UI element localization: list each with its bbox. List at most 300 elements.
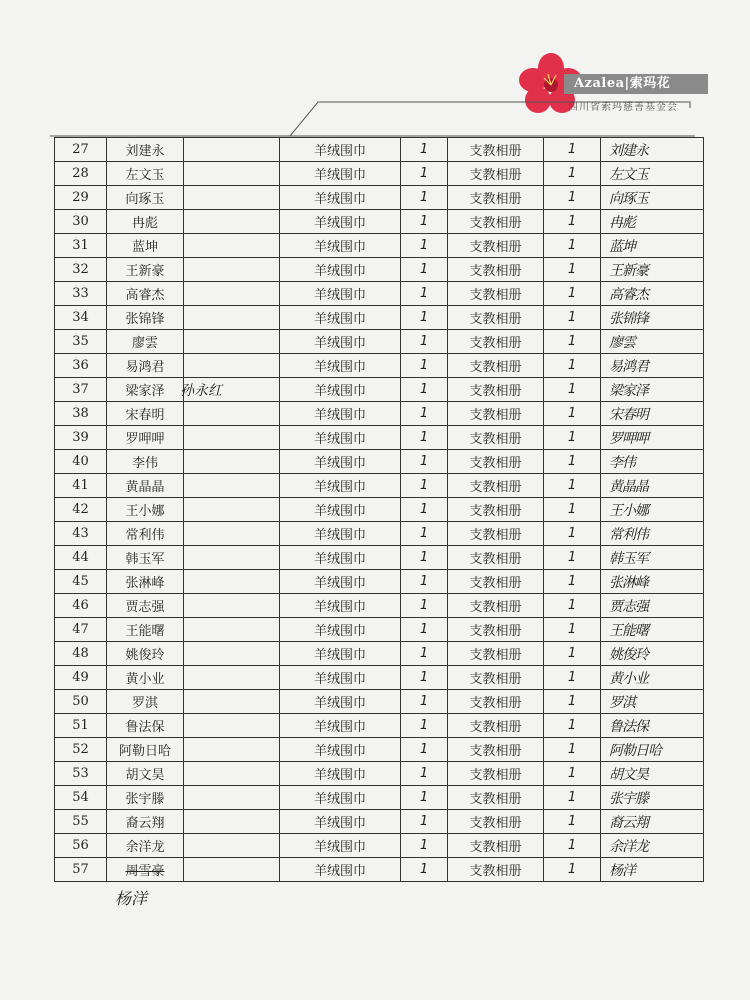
item-album-text: 支教相册 — [469, 168, 522, 183]
row-number — [55, 450, 107, 474]
item-scarf-text: 羊绒围巾 — [313, 840, 366, 855]
signature — [601, 786, 704, 810]
item-album — [448, 162, 544, 186]
signature — [601, 474, 704, 498]
item-album-text: 支教相册 — [469, 792, 522, 807]
item-scarf-text: 羊绒围巾 — [313, 168, 366, 183]
quantity-mark: 1 — [419, 238, 429, 253]
quantity-mark: 1 — [419, 718, 429, 733]
signature — [601, 690, 704, 714]
blank-cell — [184, 498, 280, 522]
blank-cell — [184, 522, 280, 546]
table-row — [55, 618, 704, 642]
signature — [601, 498, 704, 522]
item-album-text: 支教相册 — [469, 216, 522, 231]
quantity-mark: 1 — [567, 286, 577, 301]
item-scarf-text: 羊绒围巾 — [313, 792, 366, 807]
row-number — [55, 402, 107, 426]
qty-album — [544, 450, 601, 474]
signature — [601, 210, 704, 234]
qty-album — [544, 834, 601, 858]
item-scarf-text: 羊绒围巾 — [313, 504, 366, 519]
quantity-mark: 1 — [419, 358, 429, 373]
recipient-name-text: 刘建永 — [125, 144, 165, 159]
item-album-text: 支教相册 — [469, 336, 522, 351]
qty-scarf — [401, 258, 448, 282]
qty-scarf — [401, 786, 448, 810]
qty-scarf — [401, 498, 448, 522]
quantity-mark: 1 — [567, 142, 577, 157]
recipient-name-text: 黄小业 — [125, 672, 165, 687]
quantity-mark: 1 — [567, 502, 577, 517]
row-number-text: 29 — [72, 190, 89, 205]
recipient-name — [107, 618, 184, 642]
recipient-name — [107, 210, 184, 234]
item-album-text: 支教相册 — [469, 768, 522, 783]
blank-cell — [184, 738, 280, 762]
table-row — [55, 282, 704, 306]
recipient-name-text: 易鸿君 — [125, 360, 165, 375]
handwritten-signature: 廖雲 — [609, 335, 635, 351]
quantity-mark: 1 — [419, 862, 429, 877]
signature — [601, 594, 704, 618]
item-album — [448, 690, 544, 714]
item-album-text: 支教相册 — [469, 552, 522, 567]
blank-cell — [184, 282, 280, 306]
signature — [601, 546, 704, 570]
table-row — [55, 594, 704, 618]
recipient-name — [107, 354, 184, 378]
handwritten-signature: 裔云翔 — [609, 815, 648, 831]
table-row — [55, 330, 704, 354]
quantity-mark: 1 — [419, 406, 429, 421]
recipient-name — [107, 330, 184, 354]
row-number-text: 35 — [72, 334, 89, 349]
recipient-name — [107, 378, 184, 402]
handwritten-signature: 冉彪 — [609, 215, 635, 231]
item-scarf — [280, 186, 401, 210]
qty-album — [544, 378, 601, 402]
item-scarf-text: 羊绒围巾 — [313, 360, 366, 375]
recipient-name-text: 罗淇 — [131, 696, 158, 711]
qty-album — [544, 474, 601, 498]
item-album-text: 支教相册 — [469, 576, 522, 591]
qty-scarf — [401, 642, 448, 666]
quantity-mark: 1 — [567, 598, 577, 613]
item-scarf-text: 羊绒围巾 — [313, 384, 366, 399]
quantity-mark: 1 — [419, 838, 429, 853]
qty-scarf — [401, 834, 448, 858]
row-number-text: 44 — [72, 550, 89, 565]
row-number-text: 27 — [72, 142, 89, 157]
item-album — [448, 282, 544, 306]
handwritten-signature: 王小娜 — [609, 503, 648, 519]
table-row — [55, 258, 704, 282]
recipient-name-text: 常利伟 — [125, 528, 165, 543]
row-number — [55, 258, 107, 282]
item-album — [448, 378, 544, 402]
handwritten-signature: 罗淇 — [609, 695, 635, 711]
quantity-mark: 1 — [419, 166, 429, 181]
qty-album — [544, 186, 601, 210]
blank-cell — [184, 858, 280, 882]
quantity-mark: 1 — [419, 694, 429, 709]
item-album-text: 支教相册 — [469, 192, 522, 207]
handwritten-signature: 李伟 — [609, 455, 635, 471]
quantity-mark: 1 — [567, 166, 577, 181]
item-album-text: 支教相册 — [469, 360, 522, 375]
qty-scarf — [401, 210, 448, 234]
item-scarf-text: 羊绒围巾 — [313, 456, 366, 471]
blank-cell — [184, 426, 280, 450]
handwritten-signature: 张锦锋 — [609, 311, 648, 327]
recipient-name-text: 向琢玉 — [125, 192, 165, 207]
row-number — [55, 594, 107, 618]
signature — [601, 858, 704, 882]
recipient-name — [107, 186, 184, 210]
item-scarf-text: 羊绒围巾 — [313, 768, 366, 783]
row-number-text: 33 — [72, 286, 89, 301]
row-number-text: 39 — [72, 430, 89, 445]
blank-cell — [184, 306, 280, 330]
table-row — [55, 666, 704, 690]
recipient-name-text: 罗呷呷 — [125, 432, 165, 447]
item-album — [448, 738, 544, 762]
item-scarf — [280, 162, 401, 186]
row-number-text: 54 — [72, 790, 89, 805]
recipient-name — [107, 834, 184, 858]
row-number — [55, 618, 107, 642]
recipient-name — [107, 234, 184, 258]
item-scarf-text: 羊绒围巾 — [313, 336, 366, 351]
item-scarf-text: 羊绒围巾 — [313, 552, 366, 567]
foundation-name: 四川省索玛慈善基金会 — [568, 102, 678, 113]
blank-cell — [184, 402, 280, 426]
item-album-text: 支教相册 — [469, 648, 522, 663]
item-album-text: 支教相册 — [469, 408, 522, 423]
table-row — [55, 402, 704, 426]
qty-album — [544, 330, 601, 354]
item-album — [448, 186, 544, 210]
recipient-name-text: 周雪豪 — [125, 864, 165, 879]
item-scarf — [280, 666, 401, 690]
item-album-text: 支教相册 — [469, 744, 522, 759]
item-scarf — [280, 522, 401, 546]
qty-scarf — [401, 738, 448, 762]
qty-album — [544, 522, 601, 546]
row-number — [55, 714, 107, 738]
qty-album — [544, 570, 601, 594]
qty-scarf — [401, 354, 448, 378]
table-row — [55, 834, 704, 858]
signature — [601, 450, 704, 474]
item-scarf — [280, 450, 401, 474]
recipient-name — [107, 498, 184, 522]
row-number-text: 56 — [72, 838, 89, 853]
quantity-mark: 1 — [567, 214, 577, 229]
quantity-mark: 1 — [419, 574, 429, 589]
qty-album — [544, 738, 601, 762]
item-scarf — [280, 210, 401, 234]
item-album-text: 支教相册 — [469, 240, 522, 255]
signature — [601, 378, 704, 402]
item-scarf-text: 羊绒围巾 — [313, 288, 366, 303]
quantity-mark: 1 — [567, 454, 577, 469]
recipient-name-text: 宋春明 — [125, 408, 165, 423]
row-number-text: 34 — [72, 310, 89, 325]
table-row — [55, 738, 704, 762]
qty-scarf — [401, 858, 448, 882]
item-scarf — [280, 810, 401, 834]
item-scarf — [280, 762, 401, 786]
item-album — [448, 234, 544, 258]
blank-cell — [184, 810, 280, 834]
blank-cell — [184, 786, 280, 810]
quantity-mark: 1 — [419, 142, 429, 157]
quantity-mark: 1 — [419, 286, 429, 301]
qty-album — [544, 258, 601, 282]
item-scarf — [280, 234, 401, 258]
handwritten-signature: 胡文昊 — [609, 767, 648, 783]
qty-scarf — [401, 234, 448, 258]
table-row — [55, 642, 704, 666]
blank-cell — [184, 210, 280, 234]
quantity-mark: 1 — [419, 190, 429, 205]
recipient-name — [107, 786, 184, 810]
item-scarf — [280, 546, 401, 570]
item-scarf-text: 羊绒围巾 — [313, 480, 366, 495]
recipient-name — [107, 594, 184, 618]
table-row — [55, 810, 704, 834]
blank-cell — [184, 618, 280, 642]
table-row — [55, 474, 704, 498]
row-number — [55, 186, 107, 210]
item-album-text: 支教相册 — [469, 840, 522, 855]
row-number — [55, 210, 107, 234]
qty-scarf — [401, 330, 448, 354]
row-number — [55, 762, 107, 786]
qty-album — [544, 618, 601, 642]
qty-scarf — [401, 402, 448, 426]
quantity-mark: 1 — [419, 526, 429, 541]
quantity-mark: 1 — [567, 358, 577, 373]
recipient-name — [107, 522, 184, 546]
signature — [601, 138, 704, 162]
row-number-text: 48 — [72, 646, 89, 661]
quantity-mark: 1 — [419, 766, 429, 781]
handwritten-signature: 鲁法保 — [609, 719, 648, 735]
item-album — [448, 714, 544, 738]
recipient-name-text: 裔云翔 — [125, 816, 165, 831]
signature — [601, 642, 704, 666]
quantity-mark: 1 — [567, 622, 577, 637]
item-album — [448, 786, 544, 810]
signature — [601, 762, 704, 786]
recipient-name — [107, 162, 184, 186]
recipient-name-text: 余洋龙 — [125, 840, 165, 855]
row-number — [55, 570, 107, 594]
qty-scarf — [401, 162, 448, 186]
item-album-text: 支教相册 — [469, 384, 522, 399]
table-row — [55, 498, 704, 522]
item-scarf-text: 羊绒围巾 — [313, 216, 366, 231]
qty-album — [544, 546, 601, 570]
qty-album — [544, 138, 601, 162]
signature — [601, 186, 704, 210]
blank-cell — [184, 450, 280, 474]
row37-extra-signature: 孙永红 — [180, 383, 222, 399]
handwritten-signature: 张淋峰 — [609, 575, 648, 591]
quantity-mark: 1 — [567, 670, 577, 685]
item-album-text: 支教相册 — [469, 720, 522, 735]
recipient-name-text: 廖雲 — [131, 336, 158, 351]
quantity-mark: 1 — [419, 454, 429, 469]
row-number-text: 50 — [72, 694, 89, 709]
qty-scarf — [401, 666, 448, 690]
qty-scarf — [401, 426, 448, 450]
qty-album — [544, 306, 601, 330]
header-divider — [0, 90, 750, 140]
recipient-table — [54, 137, 695, 882]
recipient-name — [107, 570, 184, 594]
quantity-mark: 1 — [419, 430, 429, 445]
item-album-text: 支教相册 — [469, 528, 522, 543]
qty-scarf — [401, 570, 448, 594]
table-row — [55, 690, 704, 714]
quantity-mark: 1 — [567, 526, 577, 541]
quantity-mark: 1 — [567, 790, 577, 805]
row-number-text: 36 — [72, 358, 89, 373]
quantity-mark: 1 — [567, 694, 577, 709]
row-number — [55, 858, 107, 882]
table-row — [55, 522, 704, 546]
table-row — [55, 762, 704, 786]
qty-album — [544, 642, 601, 666]
item-scarf-text: 羊绒围巾 — [313, 528, 366, 543]
recipient-name-text: 张淋峰 — [125, 576, 165, 591]
quantity-mark: 1 — [567, 310, 577, 325]
table-row — [55, 138, 704, 162]
blank-cell — [184, 186, 280, 210]
recipient-name — [107, 450, 184, 474]
qty-scarf — [401, 282, 448, 306]
recipient-name-text: 贾志强 — [125, 600, 165, 615]
item-scarf-text: 羊绒围巾 — [313, 720, 366, 735]
row-number — [55, 690, 107, 714]
row-number — [55, 786, 107, 810]
item-album-text: 支教相册 — [469, 264, 522, 279]
row-number-text: 53 — [72, 766, 89, 781]
row-number-text: 49 — [72, 670, 89, 685]
item-scarf-text: 羊绒围巾 — [313, 312, 366, 327]
qty-album — [544, 810, 601, 834]
item-album — [448, 258, 544, 282]
signature — [601, 714, 704, 738]
item-scarf-text: 羊绒围巾 — [313, 816, 366, 831]
qty-scarf — [401, 714, 448, 738]
signature — [601, 618, 704, 642]
qty-scarf — [401, 306, 448, 330]
qty-album — [544, 666, 601, 690]
recipient-name — [107, 474, 184, 498]
item-scarf — [280, 474, 401, 498]
handwritten-signature: 王能曙 — [609, 623, 648, 639]
quantity-mark: 1 — [419, 382, 429, 397]
quantity-mark: 1 — [419, 622, 429, 637]
qty-scarf — [401, 810, 448, 834]
row-number — [55, 738, 107, 762]
handwritten-signature: 罗呷呷 — [609, 431, 648, 447]
row-number-text: 41 — [72, 478, 89, 493]
item-album — [448, 522, 544, 546]
table-row — [55, 426, 704, 450]
qty-scarf — [401, 618, 448, 642]
item-scarf — [280, 642, 401, 666]
item-album-text: 支教相册 — [469, 480, 522, 495]
item-album — [448, 858, 544, 882]
row-number — [55, 162, 107, 186]
item-scarf — [280, 306, 401, 330]
recipient-name-text: 鲁法保 — [125, 720, 165, 735]
signature — [601, 402, 704, 426]
row-number-text: 46 — [72, 598, 89, 613]
item-album — [448, 402, 544, 426]
qty-album — [544, 498, 601, 522]
item-scarf — [280, 786, 401, 810]
handwritten-signature: 贾志强 — [609, 599, 648, 615]
recipient-name — [107, 762, 184, 786]
table-row — [55, 714, 704, 738]
item-album-text: 支教相册 — [469, 816, 522, 831]
qty-album — [544, 858, 601, 882]
blank-cell — [184, 594, 280, 618]
item-album — [448, 810, 544, 834]
item-scarf — [280, 138, 401, 162]
recipient-name-text: 韩玉军 — [125, 552, 165, 567]
row-number — [55, 642, 107, 666]
item-album — [448, 210, 544, 234]
table-row — [55, 378, 704, 402]
recipient-name-text: 阿勒日哈 — [118, 744, 171, 759]
handwritten-signature: 梁家泽 — [609, 383, 648, 399]
row-number — [55, 426, 107, 450]
item-scarf — [280, 738, 401, 762]
row-number-text: 43 — [72, 526, 89, 541]
quantity-mark: 1 — [567, 334, 577, 349]
signature — [601, 234, 704, 258]
item-scarf — [280, 426, 401, 450]
quantity-mark: 1 — [567, 766, 577, 781]
row-number-text: 40 — [72, 454, 89, 469]
row-number-text: 37 — [72, 382, 89, 397]
signature — [601, 282, 704, 306]
item-scarf-text: 羊绒围巾 — [313, 408, 366, 423]
item-scarf — [280, 570, 401, 594]
blank-cell — [184, 162, 280, 186]
recipient-name-text: 张锦锋 — [125, 312, 165, 327]
blank-cell — [184, 546, 280, 570]
row-number — [55, 282, 107, 306]
quantity-mark: 1 — [567, 406, 577, 421]
item-album-text: 支教相册 — [469, 504, 522, 519]
table-row — [55, 858, 704, 882]
row-number — [55, 834, 107, 858]
signature — [601, 162, 704, 186]
item-scarf — [280, 498, 401, 522]
quantity-mark: 1 — [419, 598, 429, 613]
table-row — [55, 162, 704, 186]
handwritten-signature: 姚俊玲 — [609, 647, 648, 663]
